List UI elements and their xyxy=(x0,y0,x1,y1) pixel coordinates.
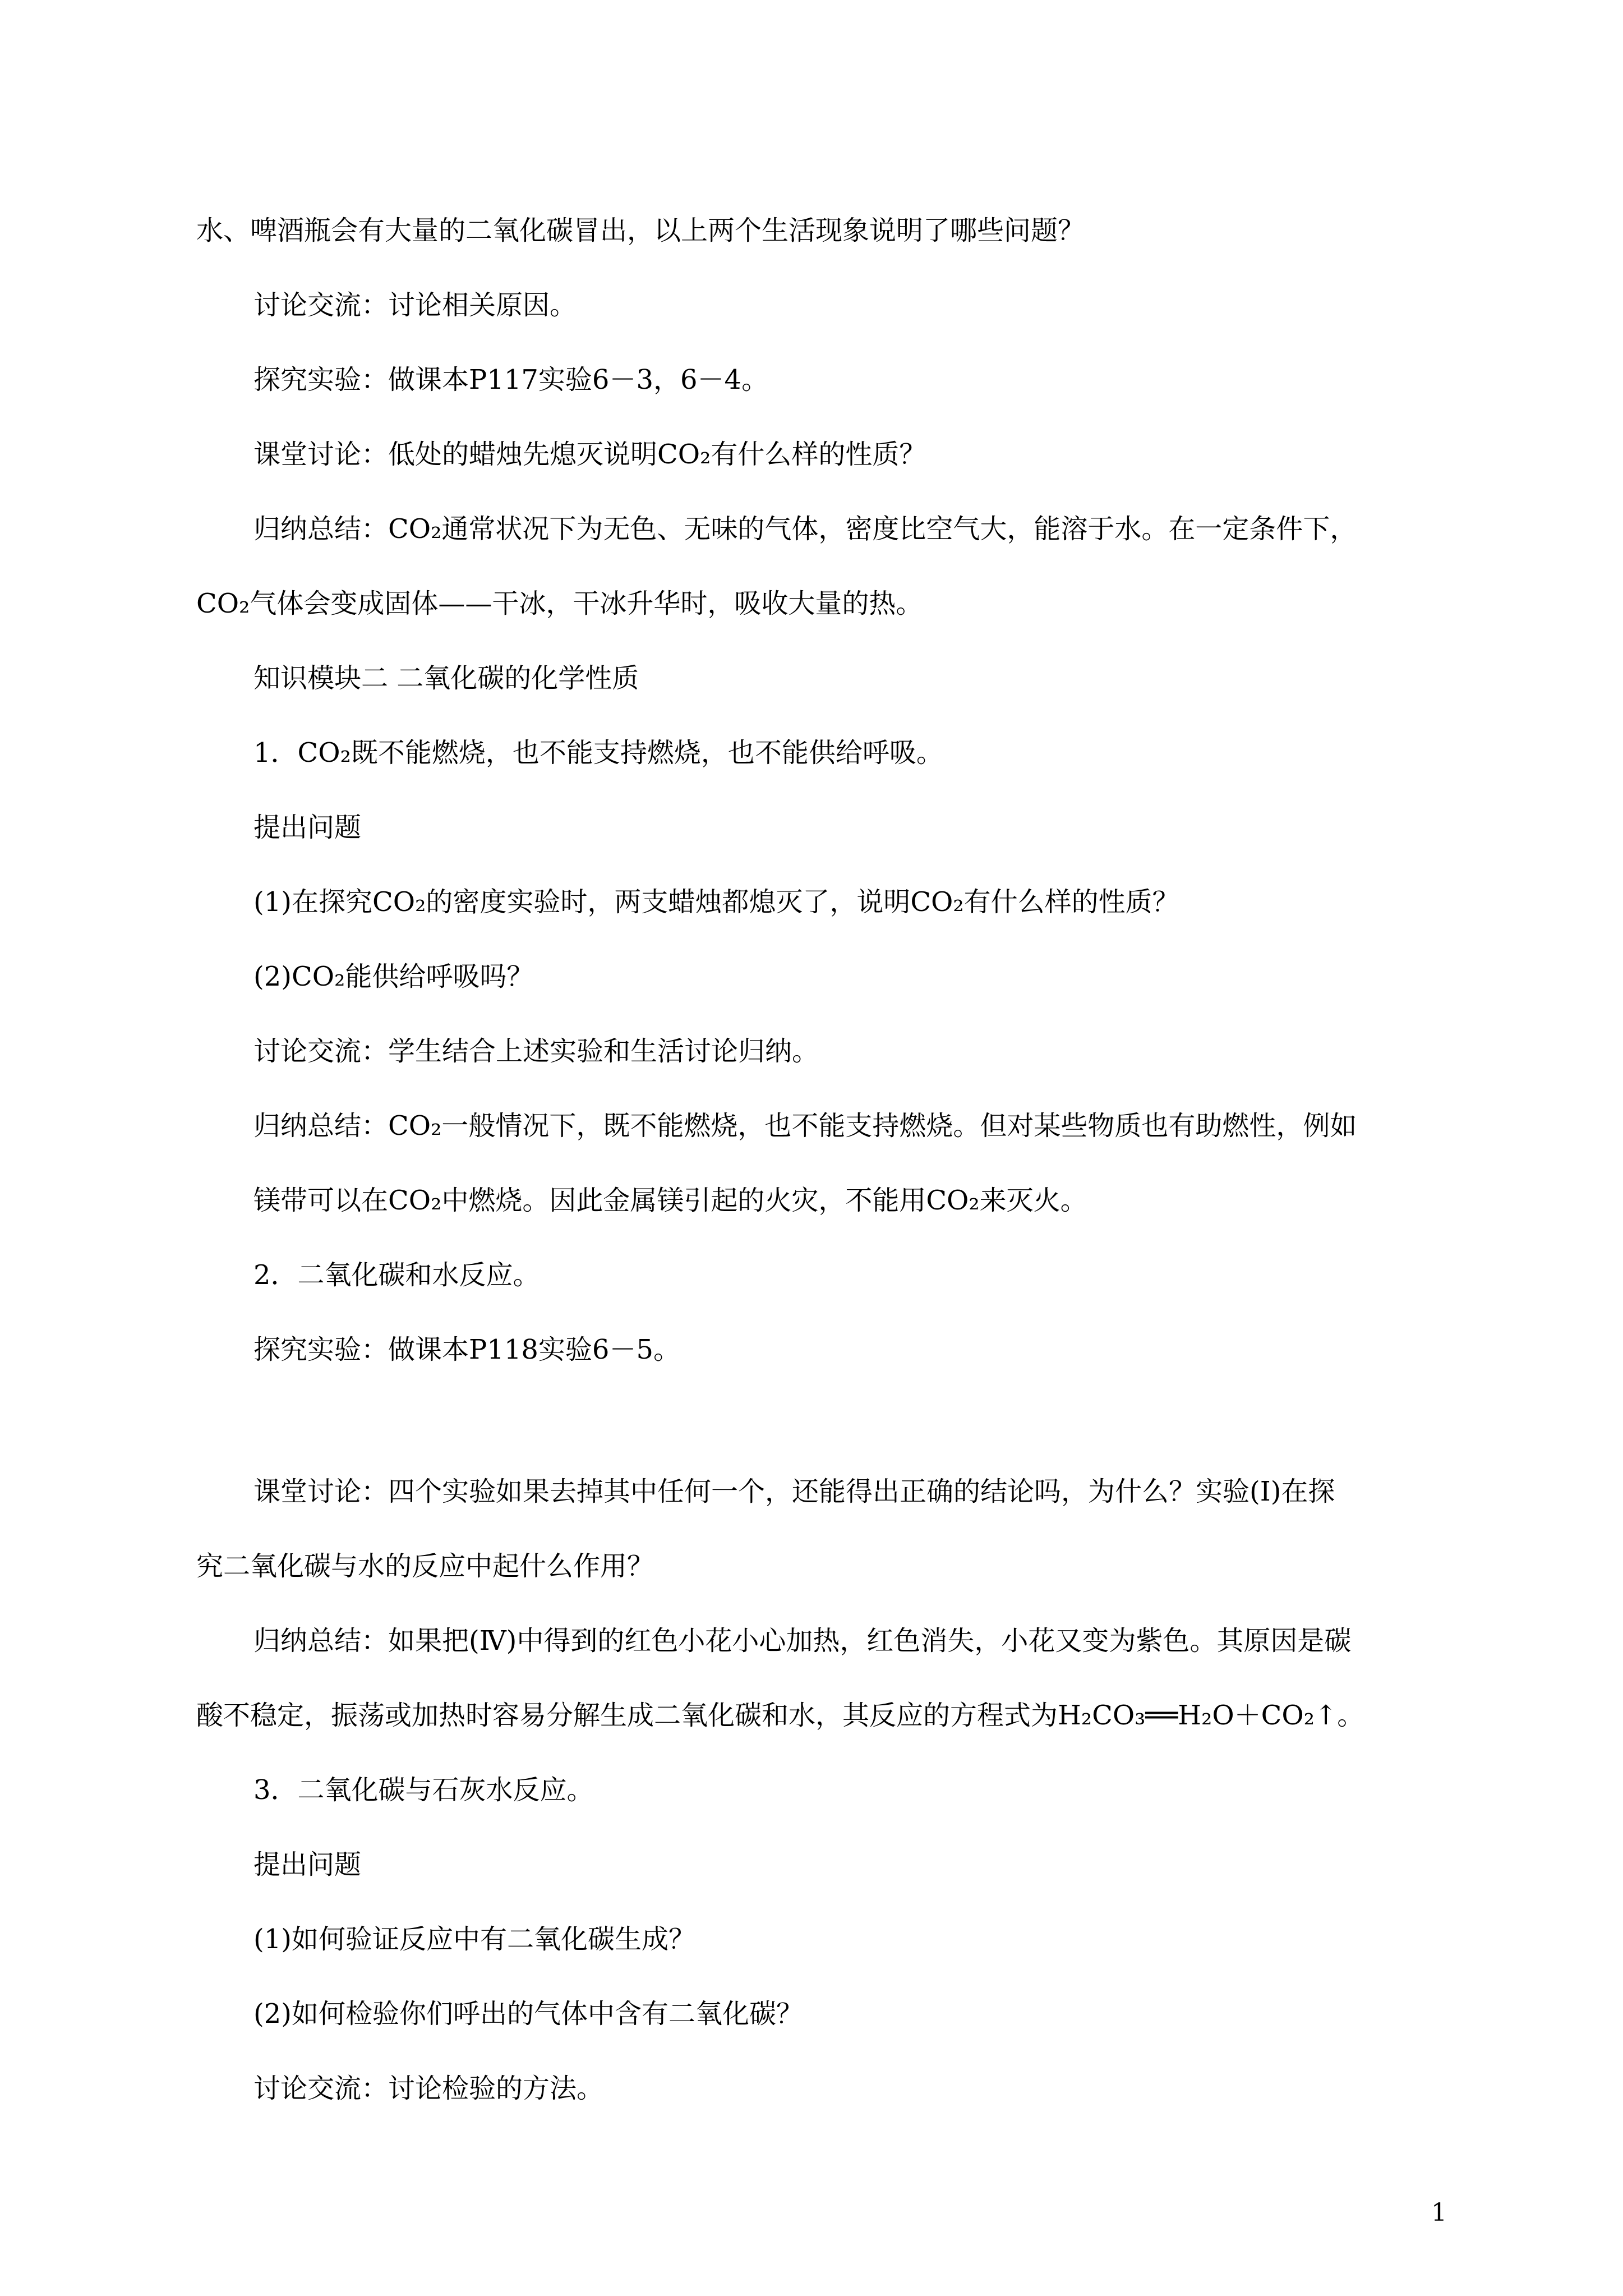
paragraph-line: (1)如何验证反应中有二氧化碳生成？ xyxy=(253,1924,695,1955)
paragraph-line: 镁带可以在CO₂中燃烧。因此金属镁引起的火灾，不能用CO₂来灭火。 xyxy=(253,1185,1087,1216)
page-number: 1 xyxy=(1431,2198,1447,2227)
paragraph-line: 讨论交流：学生结合上述实验和生活讨论归纳。 xyxy=(253,1036,819,1067)
paragraph-line: 提出问题 xyxy=(253,812,362,843)
paragraph-line: (2)CO₂能供给呼吸吗？ xyxy=(253,961,534,992)
paragraph-line: (2)如何检验你们呼出的气体中含有二氧化碳？ xyxy=(253,1998,803,2030)
paragraph-line: 3．二氧化碳与石灰水反应。 xyxy=(253,1774,594,1806)
section-heading: 知识模块二 二氧化碳的化学性质 xyxy=(253,662,639,694)
paragraph-line: (1)在探究CO₂的密度实验时，两支蜡烛都熄灭了，说明CO₂有什么样的性质？ xyxy=(253,886,1179,918)
paragraph-line: 水、啤酒瓶会有大量的二氧化碳冒出，以上两个生活现象说明了哪些问题？ xyxy=(196,215,1085,246)
paragraph-line: 课堂讨论：低处的蜡烛先熄灭说明CO₂有什么样的性质？ xyxy=(253,439,926,470)
paragraph-line: CO₂气体会变成固体——干冰，干冰升华时，吸收大量的热。 xyxy=(196,588,923,619)
paragraph-line: 归纳总结：如果把(Ⅳ)中得到的红色小花小心加热，红色消失，小花又变为紫色。其原因是碳 xyxy=(253,1625,1352,1657)
paragraph-line: 讨论交流：讨论相关原因。 xyxy=(253,289,577,321)
paragraph-line: 2．二氧化碳和水反应。 xyxy=(253,1259,540,1291)
paragraph-line: 归纳总结：CO₂通常状况下为无色、无味的气体，密度比空气大，能溶于水。在一定条件下， xyxy=(253,513,1357,545)
paragraph-line: 酸不稳定，振荡或加热时容易分解生成二氧化碳和水，其反应的方程式为H₂CO₃══H₂O＋CO₂↑。 xyxy=(196,1700,1364,1731)
paragraph-line: 1．CO₂既不能燃烧，也不能支持燃烧，也不能供给呼吸。 xyxy=(253,737,943,769)
paragraph-line: 归纳总结：CO₂一般情况下，既不能燃烧，也不能支持燃烧。但对某些物质也有助燃性，例如 xyxy=(253,1110,1357,1142)
paragraph-line: 探究实验：做课本P118实验6－5。 xyxy=(253,1334,680,1365)
paragraph-line: 提出问题 xyxy=(253,1849,362,1880)
paragraph-line: 课堂讨论：四个实验如果去掉其中任何一个，还能得出正确的结论吗，为什么？实验(Ⅰ)在探 xyxy=(253,1476,1335,1507)
paragraph-line: 探究实验：做课本P117实验6－3，6－4。 xyxy=(253,364,769,395)
paragraph-line: 究二氧化碳与水的反应中起什么作用？ xyxy=(196,1550,654,1582)
paragraph-line: 讨论交流：讨论检验的方法。 xyxy=(253,2073,604,2104)
